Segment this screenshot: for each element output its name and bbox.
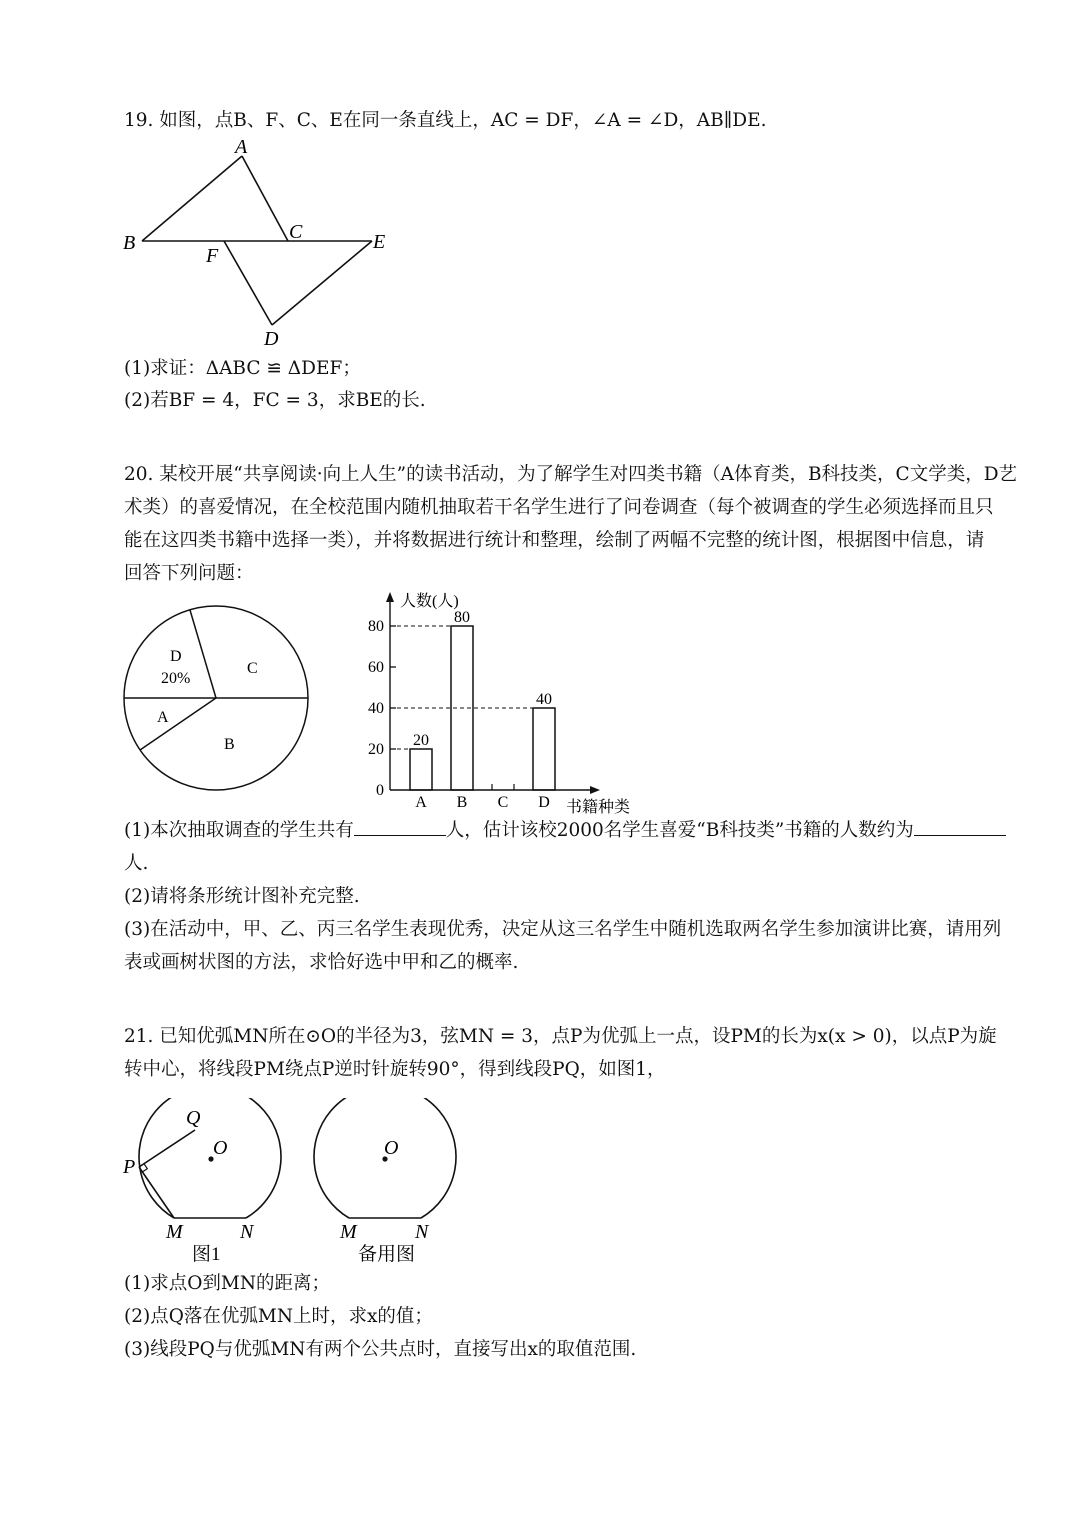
label-a: A bbox=[235, 136, 248, 158]
y-tick-label: 80 bbox=[368, 618, 384, 635]
segment-ac bbox=[242, 156, 288, 241]
bar-value-label-b: 80 bbox=[454, 609, 470, 626]
q21-figure-1 bbox=[118, 1098, 298, 1268]
q20-part1-text-a: (1)本次抽取调查的学生共有 bbox=[124, 820, 354, 841]
q19-part2: (2)若BF = 4，FC = 3，求BE的长. bbox=[124, 390, 426, 411]
q21-part2: (2)点Q落在优弧MN上时，求x的值； bbox=[124, 1306, 433, 1327]
fig1-label-o: O bbox=[213, 1137, 228, 1159]
x-category-label-c: C bbox=[497, 794, 509, 811]
q21-part3: (3)线段PQ与优弧MN有两个公共点时，直接写出x的取值范围. bbox=[124, 1339, 637, 1360]
segment-fd bbox=[224, 241, 272, 325]
y-tick-label: 60 bbox=[368, 659, 384, 676]
label-d: D bbox=[264, 328, 279, 350]
bar-d bbox=[533, 708, 555, 790]
answer-blank-total[interactable] bbox=[354, 819, 446, 836]
x-category-label-d: D bbox=[538, 794, 550, 811]
bar-value-label-d: 40 bbox=[536, 691, 552, 708]
x-category-label-a: A bbox=[415, 794, 427, 811]
bar-a bbox=[410, 749, 432, 790]
y-tick-label: 0 bbox=[376, 782, 384, 799]
q20-stem-line1: 20. 某校开展“共享阅读·向上人生”的读书活动，为了解学生对四类书籍（A体育类，B科技类，C文学类，D艺 bbox=[124, 464, 1018, 485]
q19-part1: (1)求证：ΔABC ≌ ΔDEF； bbox=[124, 358, 361, 379]
q21-part1: (1)求点O到MN的距离； bbox=[124, 1273, 331, 1294]
q21-stem-line2: 转中心，将线段PM绕点P逆时针旋转90°，得到线段PQ，如图1， bbox=[124, 1059, 666, 1080]
pie-label-d-percent: 20% bbox=[161, 670, 191, 687]
label-b: B bbox=[123, 232, 136, 254]
q20-stem-line3: 能在这四类书籍中选择一类），并将数据进行统计和整理，绘制了两幅不完整的统计图，根据图中信息，请 bbox=[124, 530, 985, 551]
pie-label-a: A bbox=[157, 709, 169, 726]
x-axis-title: 书籍种类 bbox=[566, 799, 631, 816]
q20-part2: (2)请将条形统计图补充完整. bbox=[124, 886, 360, 907]
fig1-label-q: Q bbox=[186, 1107, 201, 1129]
fig2-caption: 备用图 bbox=[358, 1244, 416, 1265]
x-axis-arrow bbox=[590, 786, 600, 794]
answer-blank-estimate[interactable] bbox=[914, 819, 1006, 836]
label-e: E bbox=[373, 231, 386, 253]
label-f: F bbox=[206, 245, 219, 267]
y-axis-arrow bbox=[386, 592, 394, 602]
pie-divider-dc bbox=[190, 610, 216, 698]
q21-stem-line1: 21. 已知优弧MN所在⊙O的半径为3，弦MN = 3，点P为优弧上一点，设PM的长为x(x > 0)，以点P为旋 bbox=[124, 1026, 997, 1047]
label-c: C bbox=[289, 221, 303, 243]
q19-stem: 19. 如图，点B、F、C、E在同一条直线上，AC = DF，∠A = ∠D，AB∥DE. bbox=[124, 110, 767, 131]
fig1-caption: 图1 bbox=[192, 1244, 221, 1265]
pie-chart bbox=[118, 602, 318, 802]
y-tick-label: 20 bbox=[368, 741, 384, 758]
q19-triangle-figure bbox=[118, 134, 408, 354]
x-category-label-b: B bbox=[456, 794, 468, 811]
segment-pm bbox=[139, 1167, 174, 1218]
q20-part3-line2: 表或画树状图的方法，求恰好选中甲和乙的概率. bbox=[124, 952, 519, 973]
pie-label-d: D bbox=[170, 648, 182, 665]
bar-value-label-a: 20 bbox=[413, 732, 429, 749]
y-tick-label: 40 bbox=[368, 700, 384, 717]
pie-divider-ab bbox=[140, 698, 216, 750]
q20-stem-line4: 回答下列问题： bbox=[124, 563, 254, 584]
fig1-label-p: P bbox=[123, 1156, 136, 1178]
segment-ab bbox=[142, 156, 242, 241]
q21-figure-spare bbox=[290, 1098, 470, 1268]
pie-label-b: B bbox=[224, 736, 235, 753]
fig1-label-n: N bbox=[240, 1221, 254, 1243]
q20-part1-end: 人. bbox=[124, 853, 149, 874]
fig2-label-m: M bbox=[340, 1221, 357, 1243]
q20-part1 bbox=[124, 819, 1006, 843]
segment-de bbox=[272, 241, 372, 325]
fig1-label-m: M bbox=[166, 1221, 183, 1243]
bar-chart bbox=[358, 586, 648, 818]
fig2-label-n: N bbox=[415, 1221, 429, 1243]
y-axis-title: 人数(人) bbox=[400, 593, 459, 610]
q20-part3-line1: (3)在活动中，甲、乙、丙三名学生表现优秀，决定从这三名学生中随机选取两名学生参加演讲比赛，请用列 bbox=[124, 919, 1002, 940]
pie-label-c: C bbox=[247, 660, 258, 677]
q20-stem-line2: 术类）的喜爱情况，在全校范围内随机抽取若干名学生进行了问卷调查（每个被调查的学生必须选择而且只 bbox=[124, 497, 994, 518]
segment-pq bbox=[139, 1130, 195, 1167]
q20-part1-text-b: 人，估计该校2000名学生喜爱“B科技类”书籍的人数约为 bbox=[445, 820, 914, 841]
fig2-label-o: O bbox=[384, 1137, 399, 1159]
